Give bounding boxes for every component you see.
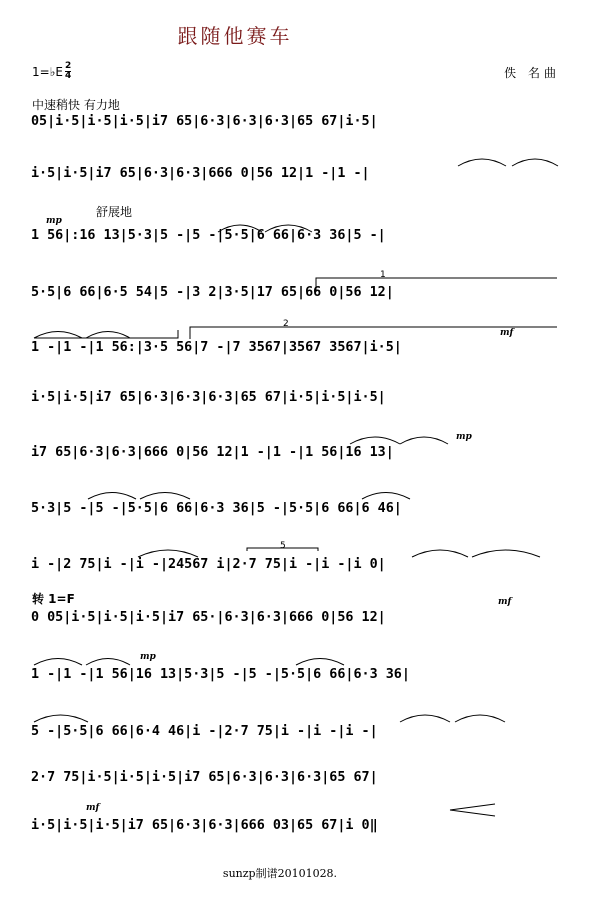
notation-line-4: 5·5|6 66|6·5 54|5 -|3 2|3·5|17 65|66 0|56 12|: [31, 285, 561, 307]
notation-line-1: 05|i·5|i·5|i·5|i7 65|6·3|6·3|6·3|65 67|i·5|: [31, 114, 561, 136]
tempo-marking: 中速稍快 有力地: [32, 98, 120, 112]
notation-line-6: i·5|i·5|i7 65|6·3|6·3|6·3|65 67|i·5|i·5|i·5|: [31, 390, 561, 412]
expression-marking: 舒展地: [96, 205, 133, 219]
dynamic-mf: mf: [86, 803, 100, 813]
notation-line-8: 5·3|5 -|5 -|5·5|6 66|6·3 36|5 -|5·5|6 66|6 46|: [31, 501, 561, 523]
notation-line-12: 5 -|5·5|6 66|6·4 46|i -|2·7 75|i -|i -|i -|: [31, 724, 561, 746]
notation-line-14: i·5|i·5|i·5|i7 65|6·3|6·3|666 03|65 67|i 0‖: [31, 818, 561, 840]
time-signature: $\frac{2}{4}$: [64, 61, 72, 81]
score-title: 跟随他赛车: [177, 24, 293, 48]
tuplet-label: 5: [280, 541, 286, 551]
footer-credit: sunzp制谱20101028.: [222, 867, 338, 880]
notation-line-13: 2·7 75|i·5|i·5|i·5|i7 65|6·3|6·3|6·3|65 67|: [31, 770, 561, 792]
volta-1-label: 1: [380, 270, 386, 280]
dynamic-mp: mp: [456, 432, 472, 442]
dynamic-mf: mf: [500, 328, 514, 338]
volta-2-label: 2: [283, 319, 289, 329]
notation-line-10: 0 05|i·5|i·5|i·5|i7 65·|6·3|6·3|666 0|56 12|: [31, 610, 561, 632]
notation-line-5: 1 -|1 -|1 56:|3·5 56|7 -|7 3567|3567 3567|i·5|: [31, 340, 561, 362]
dynamic-mp: mp: [140, 652, 156, 662]
dynamic-mp: mp: [46, 216, 62, 226]
key-signature: 1=♭E: [32, 64, 63, 79]
notation-line-2: i·5|i·5|i7 65|6·3|6·3|666 0|56 12|1 -|1 -|: [31, 166, 561, 188]
dynamic-mf: mf: [498, 597, 512, 607]
notation-line-3: 1 56|:16 13|5·3|5 -|5 -|5·5|6 66|6·3 36|5 -|: [31, 228, 561, 250]
notation-line-7: i7 65|6·3|6·3|666 0|56 12|1 -|1 -|1 56|16 13|: [31, 445, 561, 467]
notation-line-11: 1 -|1 -|1 56|16 13|5·3|5 -|5 -|5·5|6 66|6·3 36|: [31, 667, 561, 689]
key-and-time-signature: [32, 62, 71, 81]
modulation-marking: 转 1=F: [32, 592, 75, 606]
notation-line-9: i -|2 75|i -|i -|24567 i|2·7 75|i -|i -|i 0|: [31, 557, 561, 579]
composer-credit: 佚 名曲: [504, 66, 560, 80]
